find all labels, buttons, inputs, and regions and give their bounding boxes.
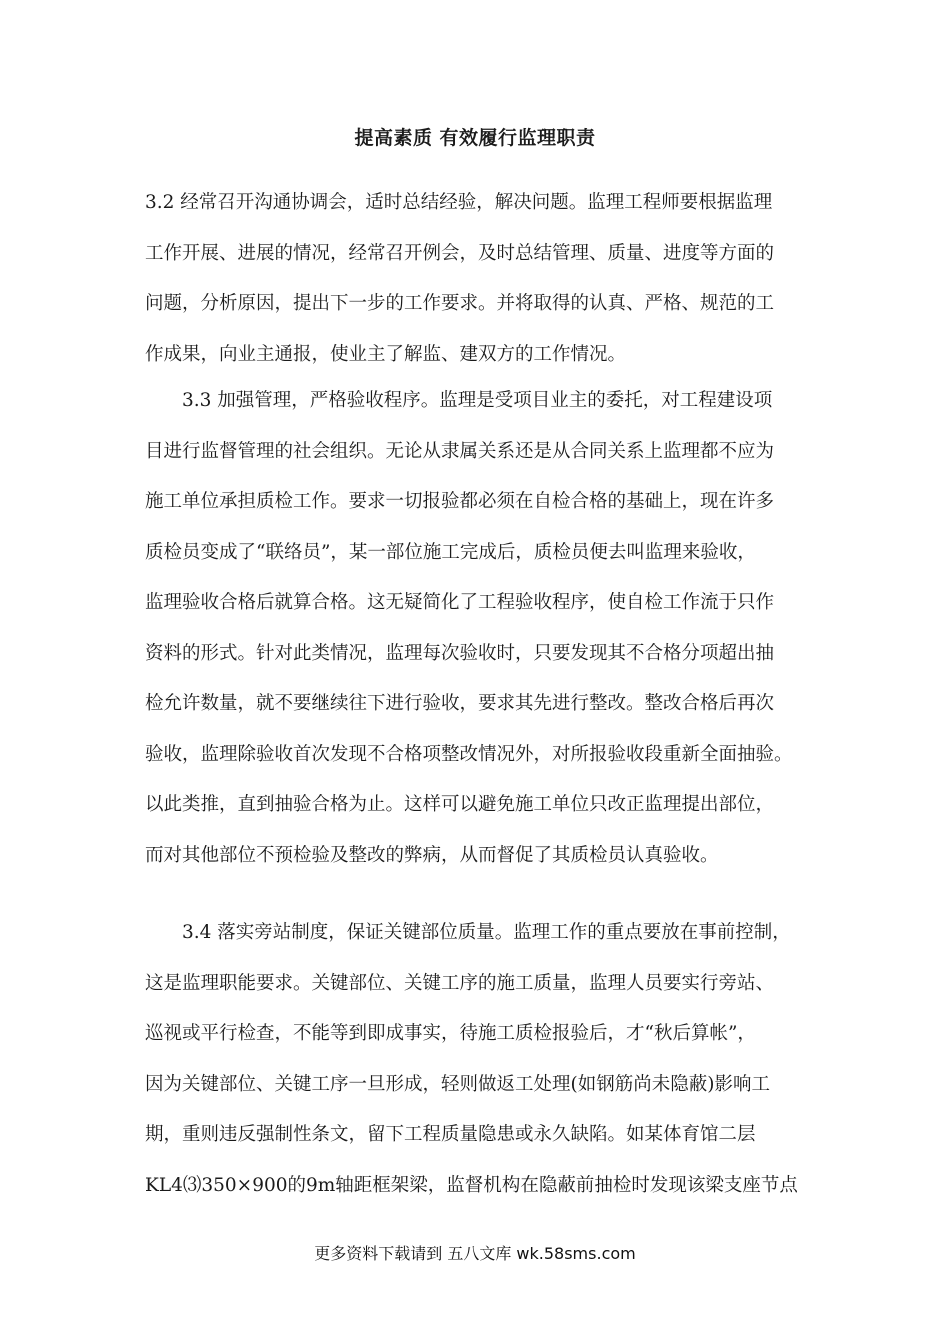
text-line: 问题，分析原因，提出下一步的工作要求。并将取得的认真、严格、规范的工 (145, 293, 775, 314)
text-line: 资料的形式。针对此类情况，监理每次验收时，只要发现其不合格分项超出抽 (145, 642, 775, 664)
text-line: 这是监理职能要求。关键部位、关键工序的施工质量，监理人员要实行旁站、 (145, 972, 775, 994)
text-line: 而对其他部位不预检验及整改的弊病，从而督促了其质检员认真验收。 (145, 844, 719, 866)
text-line: 3.4 落实旁站制度，保证关键部位质量。监理工作的重点要放在事前控制， (182, 922, 791, 943)
text-line: 施工单位承担质检工作。要求一切报验都必须在自检合格的基础上，现在许多 (145, 491, 775, 512)
paragraph-3-3 (145, 376, 805, 881)
text-line: 验收，监理除验收首次发现不合格项整改情况外，对所报验收段重新全面抽验。 (145, 743, 793, 765)
text-line: 3.3 加强管理，严格验收程序。监理是受项目业主的委托，对工程建设项 (182, 390, 773, 411)
text-line: 检允许数量，就不要继续往下进行验收，要求其先进行整改。整改合格后再次 (145, 693, 775, 714)
paragraph-3-4 (145, 908, 805, 1211)
paragraph-3-2 (145, 178, 805, 380)
document-title: 提高素质 有效履行监理职责 (354, 127, 596, 149)
text-line: 工作开展、进展的情况，经常召开例会，及时总结管理、质量、进度等方面的 (145, 242, 775, 264)
text-line: 监理验收合格后就算合格。这无疑简化了工程验收程序，使自检工作流于只作 (145, 592, 775, 613)
text-line: 以此类推，直到抽验合格为止。这样可以避免施工单位只改正监理提出部位， (145, 794, 775, 815)
text-line: 作成果，向业主通报，使业主了解监、建双方的工作情况。 (145, 343, 627, 365)
text-line: 质检员变成了“联络员”，某一部位施工完成后，质检员便去叫监理来验收， (145, 541, 756, 563)
text-line: 期，重则违反强制性条文，留下工程质量隐患或永久缺陷。如某体育馆二层 (145, 1124, 756, 1145)
text-line: KL4⑶350×900的9m轴距框架梁，监督机构在隐蔽前抽检时发现该梁支座节点 (145, 1174, 798, 1196)
text-line: 巡视或平行检查，不能等到即成事实，待施工质检报验后，才“秋后算帐”， (145, 1023, 756, 1044)
text-line: 目进行监督管理的社会组织。无论从隶属关系还是从合同关系上监理都不应为 (145, 440, 775, 462)
footer-download-note: 更多资料下载请到 五八文库 wk.58sms.com (314, 1244, 636, 1263)
text-line: 3.2 经常召开沟通协调会，适时总结经验，解决问题。监理工程师要根据监理 (145, 192, 773, 213)
text-line: 因为关键部位、关键工序一旦形成，轻则做返工处理(如钢筋尚未隐蔽)影响工 (145, 1073, 770, 1095)
